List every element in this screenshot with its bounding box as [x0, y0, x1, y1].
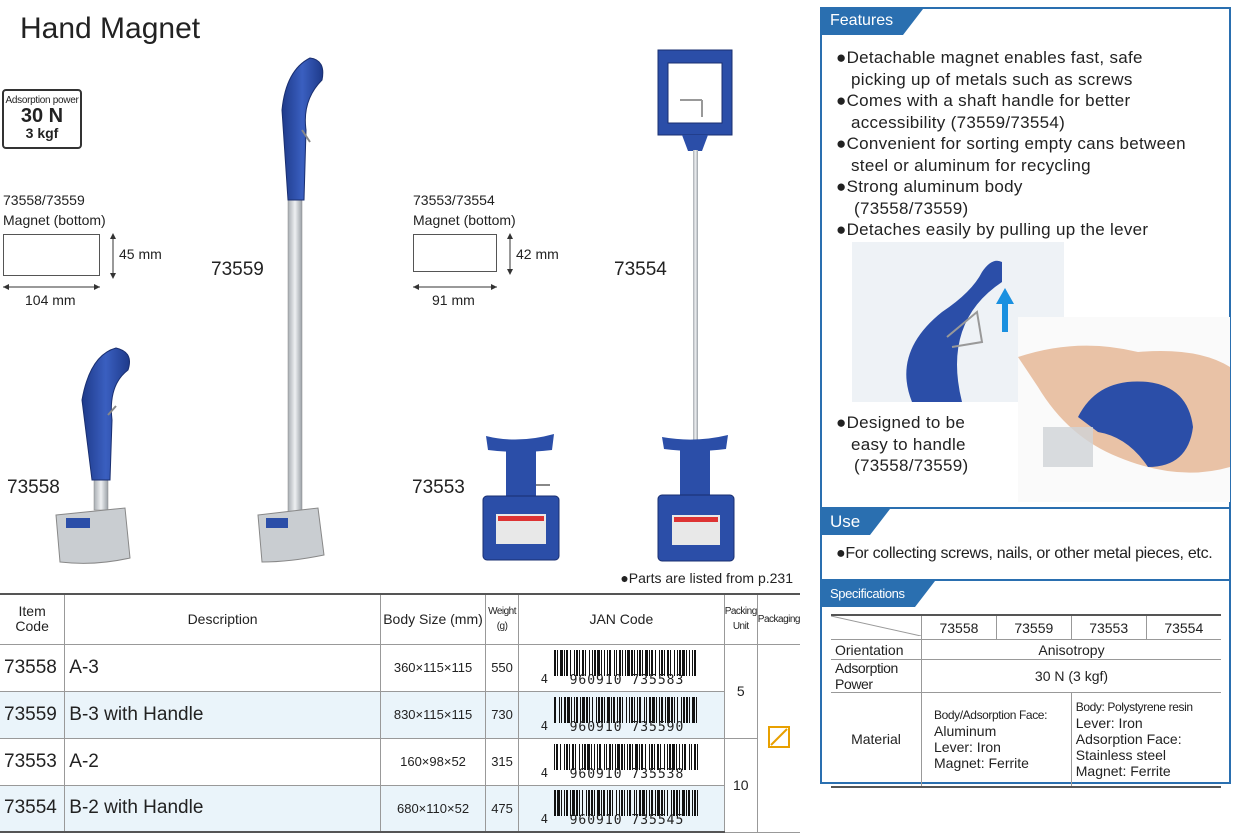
mat-line: Body/Adsorption Face:	[934, 708, 1048, 723]
use-header	[822, 509, 1229, 535]
feature-line: (73558/73559)	[854, 198, 969, 218]
col-jan-code: JAN Code	[519, 594, 725, 644]
feature-line: ●Strong aluminum body	[836, 177, 1023, 196]
magnet-b-label: Magnet (bottom)	[413, 212, 516, 228]
row-code: 73559	[0, 691, 65, 738]
feature-line: ●Comes with a shaft handle for better	[836, 91, 1131, 110]
mat-line: Stainless steel	[1075, 747, 1167, 764]
jan-digits: 960910 735590	[569, 719, 685, 735]
product-label-73559: 73559	[211, 259, 264, 280]
magnet-b-width: 91 mm	[432, 292, 475, 308]
table-row	[0, 785, 800, 832]
spec-power-row	[831, 660, 1221, 693]
packaging-cell	[757, 644, 800, 832]
jan-first-digit: 4	[540, 765, 548, 780]
spec-material-aluminum	[922, 693, 1072, 787]
info-panel	[820, 7, 1231, 784]
spec-model: 73559	[996, 615, 1071, 640]
row-jan	[519, 785, 725, 832]
features-title: Features	[822, 9, 903, 35]
row-description: A-3	[65, 644, 381, 691]
spec-power-value: 30 N (3 kgf)	[922, 660, 1222, 693]
magnet-a-caption	[3, 190, 106, 230]
feature-line: steel or aluminum for recycling	[851, 155, 1091, 175]
magnet-b-caption	[413, 190, 516, 230]
spec-corner	[831, 615, 922, 640]
spec-power-label: Adsorption Power	[831, 660, 922, 693]
row-size: 360×115×115	[380, 644, 485, 691]
packing-unit-b: 10	[724, 738, 757, 832]
col-item-code: Item Code	[0, 594, 65, 644]
product-73558-image	[50, 340, 140, 570]
product-73553-image	[478, 430, 568, 570]
hand-holding-image	[1018, 317, 1230, 502]
spec-model: 73553	[1071, 615, 1146, 640]
design-line: (73558/73559)	[854, 456, 969, 475]
badge-kgf: 3 kgf	[25, 125, 59, 141]
table-header-row	[0, 594, 800, 644]
row-code: 73558	[0, 644, 65, 691]
product-73559-image	[240, 50, 340, 570]
use-text: ●For collecting screws, nails, or other metal pieces, etc.	[836, 545, 1213, 562]
col-packaging: Packaging	[757, 594, 800, 644]
feature-line: picking up of metals such as screws	[851, 69, 1133, 89]
magnet-a-label: Magnet (bottom)	[3, 212, 106, 228]
jan-first-digit: 4	[540, 671, 548, 686]
feature-line: ●Convenient for sorting empty cans between	[836, 134, 1186, 153]
row-weight: 475	[486, 785, 519, 832]
design-note	[836, 412, 969, 477]
spec-material-row	[831, 693, 1221, 787]
row-jan	[519, 644, 725, 691]
product-label-73554: 73554	[614, 259, 667, 280]
jan-first-digit: 4	[540, 718, 548, 733]
mat-line: Aluminum	[934, 723, 997, 740]
magnet-b-models: 73553/73554	[413, 192, 495, 208]
badge-label: Adsorption power	[5, 95, 79, 106]
design-line: easy to handle	[851, 434, 966, 454]
product-73554-image	[650, 45, 750, 570]
product-label-73553: 73553	[412, 477, 465, 498]
row-jan	[519, 691, 725, 738]
spec-orientation-value: Anisotropy	[922, 640, 1222, 660]
col-packing-unit: Packing Unit	[724, 594, 757, 644]
mat-line: Body: Polystyrene resin	[1075, 700, 1193, 715]
use-title: Use	[822, 509, 870, 535]
jan-digits: 960910 735545	[569, 813, 685, 829]
magnet-a-models: 73558/73559	[3, 192, 85, 208]
spec-model: 73558	[922, 615, 997, 640]
row-weight: 315	[486, 738, 519, 785]
col-description: Description	[65, 594, 381, 644]
col-weight: Weight (g)	[486, 594, 519, 644]
mat-line: Adsorption Face:	[1075, 731, 1182, 748]
row-description: B-2 with Handle	[65, 785, 381, 832]
parts-note: ●Parts are listed from p.231	[620, 570, 793, 586]
spec-orientation-row	[831, 640, 1221, 660]
product-table	[0, 593, 800, 833]
features-header	[822, 9, 1229, 35]
features-list	[836, 47, 1186, 241]
product-label-73558: 73558	[7, 477, 60, 498]
packing-unit-a: 5	[724, 644, 757, 738]
row-weight: 550	[486, 644, 519, 691]
feature-line: accessibility (73559/73554)	[851, 112, 1066, 132]
magnet-b-dimension-arrows	[410, 230, 530, 300]
mat-line: Magnet: Ferrite	[1075, 763, 1171, 780]
row-weight: 730	[486, 691, 519, 738]
adsorption-power-badge	[2, 89, 82, 149]
table-row	[0, 691, 800, 738]
magnet-a-dimension-arrows	[0, 230, 140, 300]
mat-line: Lever: Iron	[934, 739, 1001, 756]
spec-model: 73554	[1146, 615, 1221, 640]
row-size: 680×110×52	[380, 785, 485, 832]
mat-line: Lever: Iron	[1075, 715, 1143, 732]
row-description: B-3 with Handle	[65, 691, 381, 738]
feature-line: ●Detachable magnet enables fast, safe	[836, 48, 1143, 67]
specifications-header	[822, 581, 1229, 607]
magnet-a-height: 45 mm	[119, 246, 162, 262]
row-code: 73553	[0, 738, 65, 785]
specifications-title: Specifications	[822, 581, 915, 607]
badge-newtons: 30 N	[20, 105, 64, 127]
row-size: 160×98×52	[380, 738, 485, 785]
magnet-a-width: 104 mm	[25, 292, 76, 308]
spec-material-polystyrene	[1071, 693, 1221, 787]
packaging-box-icon	[767, 725, 791, 749]
row-code: 73554	[0, 785, 65, 832]
row-jan	[519, 738, 725, 785]
row-description: A-2	[65, 738, 381, 785]
design-line: ●Designed to be	[836, 413, 966, 432]
spec-material-label: Material	[831, 693, 922, 787]
col-body-size: Body Size (mm)	[380, 594, 485, 644]
jan-first-digit: 4	[540, 812, 548, 827]
feature-line: ●Detaches easily by pulling up the lever	[836, 220, 1149, 239]
diagonal-line	[831, 616, 921, 636]
magnet-b-height: 42 mm	[516, 246, 559, 262]
jan-digits: 960910 735538	[569, 766, 685, 782]
table-row	[0, 738, 800, 785]
specifications-table	[831, 614, 1221, 788]
row-size: 830×115×115	[380, 691, 485, 738]
spec-model-row	[831, 615, 1221, 640]
mat-line: Magnet: Ferrite	[934, 755, 1029, 772]
page-title: Hand Magnet	[20, 12, 201, 45]
spec-orientation-label: Orientation	[831, 640, 922, 660]
jan-digits: 960910 735583	[569, 672, 685, 688]
table-row	[0, 644, 800, 691]
